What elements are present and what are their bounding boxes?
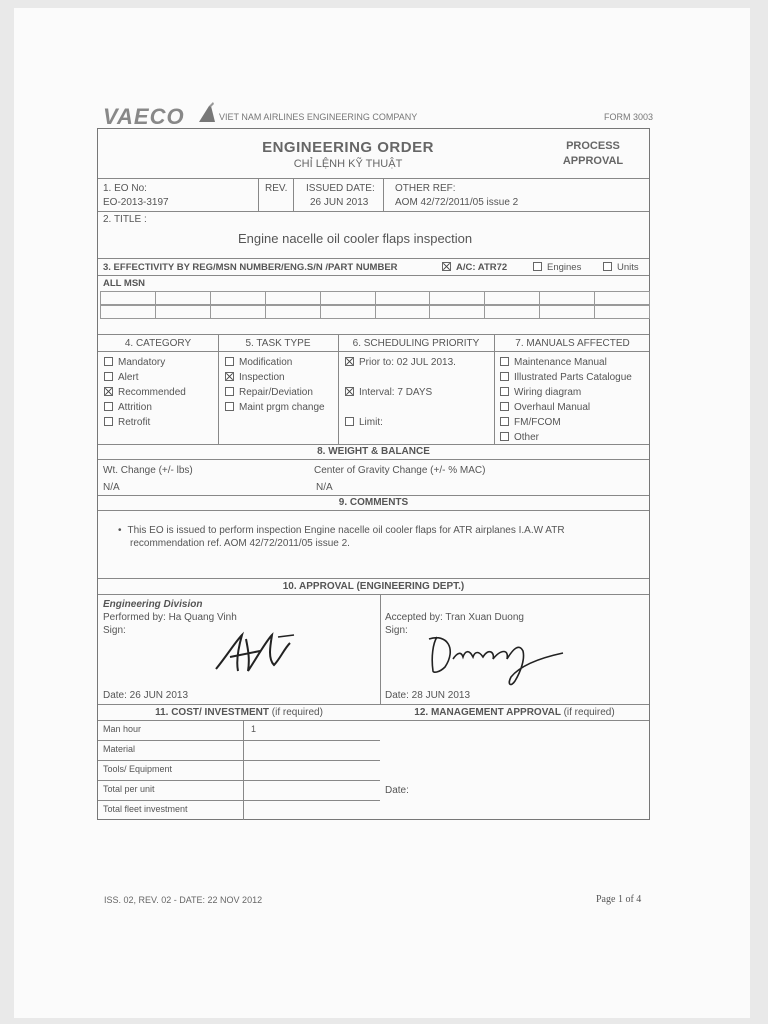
category-mandatory[interactable]: Mandatory: [104, 357, 165, 368]
order-title: Engine nacelle oil cooler flaps inspection: [238, 231, 473, 246]
issued-date-value: 26 JUN 2013: [310, 197, 369, 208]
weight-balance-header: 8. WEIGHT & BALANCE: [317, 446, 430, 457]
signature-right: [423, 629, 573, 689]
comment-line-2: recommendation ref. AOM 42/72/2011/05 issue 2.: [130, 538, 350, 549]
category-alert[interactable]: Alert: [104, 372, 139, 383]
scheduling-interval[interactable]: Interval: 7 DAYS: [345, 387, 432, 398]
cost-row-material-label: Material: [103, 744, 136, 754]
engines-checkbox[interactable]: Engines: [533, 262, 581, 273]
wt-change-label: Wt. Change (+/- lbs): [103, 465, 193, 476]
cost-row-total-fleet-label: Total fleet investment: [103, 804, 188, 814]
scheduling-prior-to[interactable]: Prior to: 02 JUL 2013.: [345, 357, 456, 368]
cost-row-total-unit-label: Total per unit: [103, 784, 155, 794]
accepted-by: Accepted by: Tran Xuan Duong: [385, 612, 524, 623]
manual-wiring[interactable]: Wiring diagram: [500, 387, 581, 398]
cg-change-value: N/A: [316, 482, 333, 493]
category-header: 4. CATEGORY: [124, 338, 192, 349]
manual-ipc[interactable]: Illustrated Parts Catalogue: [500, 372, 632, 383]
ac-checkbox[interactable]: A/C: ATR72: [442, 262, 507, 273]
approval-label: APPROVAL: [562, 155, 624, 167]
sign-right-label: Sign:: [385, 625, 408, 636]
manual-overhaul[interactable]: Overhaul Manual: [500, 402, 590, 413]
other-ref-label: OTHER REF:: [395, 183, 456, 194]
manual-other[interactable]: Other: [500, 432, 539, 443]
effectivity-label: 3. EFFECTIVITY BY REG/MSN NUMBER/ENG.S/N /PART NUMBER: [103, 262, 398, 273]
comment-line-1: • This EO is issued to perform inspection Engine nacelle oil cooler flaps for ATR airplanes I.A.W ATR: [118, 525, 565, 536]
cg-change-label: Center of Gravity Change (+/- % MAC): [314, 465, 486, 476]
rev-label: REV.: [265, 183, 288, 194]
performed-by: Performed by: Ha Quang Vinh: [103, 612, 237, 623]
task-type-header: 5. TASK TYPE: [245, 338, 311, 349]
company-name: VIET NAM AIRLINES ENGINEERING COMPANY: [219, 112, 418, 122]
category-retrofit[interactable]: Retrofit: [104, 417, 150, 428]
form-number: FORM 3003: [603, 112, 653, 122]
units-checkbox[interactable]: Units: [603, 262, 639, 273]
manual-maintenance[interactable]: Maintenance Manual: [500, 357, 607, 368]
task-maint-prgm-change[interactable]: Maint prgm change: [225, 402, 325, 413]
form-title-vietnamese: CHỈ LỆNH KỸ THUẬT: [293, 158, 403, 170]
manual-fm-fcom[interactable]: FM/FCOM: [500, 417, 561, 428]
footer-issue: ISS. 02, REV. 02 - DATE: 22 NOV 2012: [104, 895, 263, 905]
all-msn-label: ALL MSN: [103, 278, 146, 289]
aircraft-logo-icon: [197, 102, 217, 124]
signature-left: [208, 629, 303, 679]
scheduling-header: 6. SCHEDULING PRIORITY: [352, 338, 480, 349]
cost-row-man-hour-label: Man hour: [103, 724, 142, 734]
sign-left-label: Sign:: [103, 625, 126, 636]
management-date-label: Date:: [385, 785, 409, 796]
comments-header: 9. COMMENTS: [338, 497, 409, 508]
eo-number-value: EO-2013-3197: [103, 197, 169, 208]
ac-checkbox-mark: [442, 262, 451, 271]
cost-header: 11. COST/ INVESTMENT (if required): [155, 707, 323, 718]
other-ref-value: AOM 42/72/2011/05 issue 2: [395, 197, 519, 208]
category-recommended[interactable]: Recommended: [104, 387, 186, 398]
eo-number-label: 1. EO No:: [103, 183, 147, 194]
msn-grid-row: [100, 305, 649, 319]
company-logo: VAECO: [103, 104, 185, 129]
category-attrition[interactable]: Attrition: [104, 402, 152, 413]
process-label: PROCESS: [566, 140, 620, 152]
approval-header: 10. APPROVAL (ENGINEERING DEPT.): [282, 581, 465, 592]
cost-row-tools-label: Tools/ Equipment: [103, 764, 173, 774]
management-header: 12. MANAGEMENT APPROVAL (if required): [414, 707, 615, 718]
page-number: Page 1 of 4: [596, 894, 642, 905]
cost-row-man-hour-value: 1: [251, 724, 257, 734]
task-inspection[interactable]: Inspection: [225, 372, 285, 383]
task-repair-deviation[interactable]: Repair/Deviation: [225, 387, 313, 398]
issued-date-label: ISSUED DATE:: [306, 183, 375, 194]
manuals-header: 7. MANUALS AFFECTED: [515, 338, 630, 349]
engineering-division: Engineering Division: [103, 599, 203, 610]
wt-change-value: N/A: [103, 482, 120, 493]
scheduling-limit[interactable]: Limit:: [345, 417, 383, 428]
form-title: ENGINEERING ORDER: [262, 139, 434, 156]
task-modification[interactable]: Modification: [225, 357, 292, 368]
document-header: [103, 104, 653, 128]
date-right: Date: 28 JUN 2013: [385, 690, 471, 701]
title-label: 2. TITLE :: [103, 214, 147, 225]
engineering-order-form: [97, 128, 650, 820]
msn-grid-row: [100, 291, 649, 305]
date-left: Date: 26 JUN 2013: [103, 690, 189, 701]
